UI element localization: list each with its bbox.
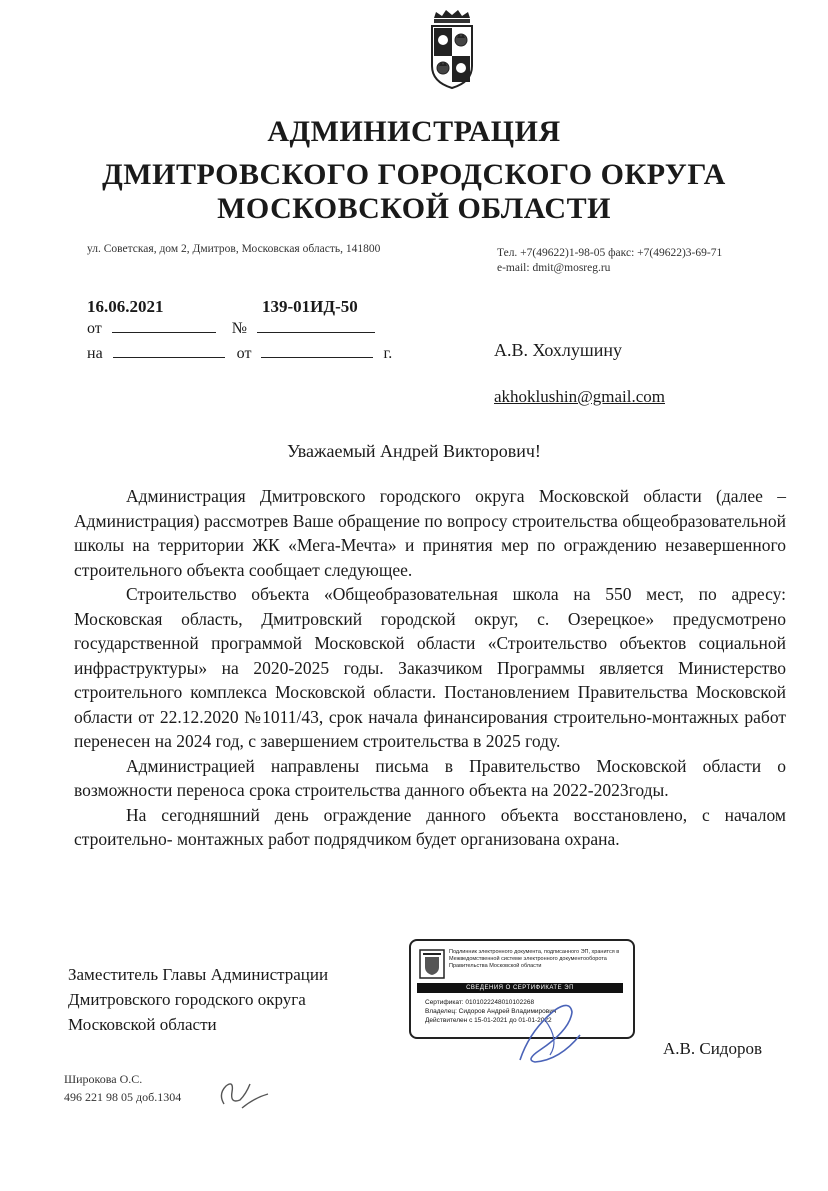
- position-line-2: Дмитровского городского округа: [68, 990, 306, 1009]
- recipient-email: akhoklushin@gmail.com: [494, 387, 665, 406]
- executor-initials-scribble: [212, 1074, 272, 1114]
- executor-name: Широкова О.С.: [64, 1072, 143, 1086]
- org-title-line2: ДМИТРОВСКОГО ГОРОДСКОГО ОКРУГА: [102, 158, 726, 191]
- org-title-line1: АДМИНИСТРАЦИЯ: [267, 115, 561, 148]
- registration-date: 16.06.2021: [87, 297, 164, 316]
- paragraph: На сегодняшний день ограждение данного объекта восстановлено, с началом строительно- монтажных работ подрядчиком будет организована охрана.: [74, 804, 786, 849]
- signatory-name: А.В. Сидоров: [663, 1039, 762, 1058]
- from-label-2: от: [236, 345, 252, 362]
- registration-on-row: [87, 343, 392, 363]
- org-phone: Тел. +7(49622)1-98-05 факс: +7(49622)3-69-71: [497, 247, 723, 259]
- org-title-line3: МОСКОВСКОЙ ОБЛАСТИ: [217, 192, 611, 225]
- paragraph: Администрацией направлены письма в Правительство Московской области о возможности переноса срока строительства данного объекта на 2022-2023годы.: [74, 755, 786, 800]
- executor-phone: 496 221 98 05 доб.1304: [64, 1090, 182, 1104]
- from-date-line: [112, 318, 216, 333]
- salutation: Уважаемый Андрей Викторович!: [287, 441, 541, 461]
- from-label: от: [87, 320, 102, 337]
- registration-number: 139-01ИД-50: [262, 297, 358, 316]
- stamp-certificate-band: СВЕДЕНИЯ О СЕРТИФИКАТЕ ЭП: [417, 983, 623, 993]
- letter-body: [74, 484, 786, 852]
- on-label: на: [87, 345, 103, 362]
- signatory-position: [68, 962, 328, 1037]
- stamp-validity: Действителен с 15-01-2021 до 01-01-2022: [425, 1017, 552, 1024]
- coat-of-arms-emblem: [424, 10, 480, 90]
- handwritten-signature: [500, 990, 600, 1070]
- position-line-1: Заместитель Главы Администрации: [68, 965, 329, 984]
- number-line: [257, 318, 375, 333]
- recipient-name: А.В. Хохлушину: [494, 340, 623, 360]
- stamp-header-text: Подлинник электронного документа, подписанного ЭП, хранится в Межведомственной системе электронного документооборота Правительства Московской области: [449, 949, 620, 969]
- stamp-owner: Владелец: Сидоров Андрей Владимирович: [425, 1008, 557, 1015]
- org-address: ул. Советская, дом 2, Дмитров, Московская область, 141800: [87, 243, 381, 255]
- registration-from-row: [87, 318, 375, 338]
- paragraph: Строительство объекта «Общеобразовательная школа на 550 мест, по адресу: Московская область, Дмитровский городской округ, с. Озерецкое» предусмотрено государственной программой Московской области «Строительство объектов социальной инфраструктуры» на 2020-2025 годы. Заказчиком Программы является Министерство строительного комплекса Московской области. Постановлением Правительства Московской области от 22.12.2020 №1011/43, срок начала финансирования строительно-монтажных работ перенесен на 2024 год, с завершением строительства в 2025 году.: [74, 584, 786, 751]
- stamp-certificate: Сертификат: 0101022248010102268: [425, 999, 535, 1006]
- number-label: №: [231, 320, 248, 337]
- org-email: e-mail: dmit@mosreg.ru: [497, 262, 611, 274]
- on-date-line: [261, 343, 373, 358]
- on-number-line: [113, 343, 225, 358]
- paragraph: Администрация Дмитровского городского округа Московской области (далее – Администрация) рассмотрев Ваше обращение по вопросу строительства общеобразовательной школы на территории ЖК «Мега-Мечта» и принятия мер по ограждению незавершенного строительного объекта сообщает следующее.: [74, 486, 786, 580]
- stamp-emblem-icon: [419, 949, 445, 979]
- year-suffix: г.: [383, 345, 393, 362]
- position-line-3: Московской области: [68, 1015, 217, 1034]
